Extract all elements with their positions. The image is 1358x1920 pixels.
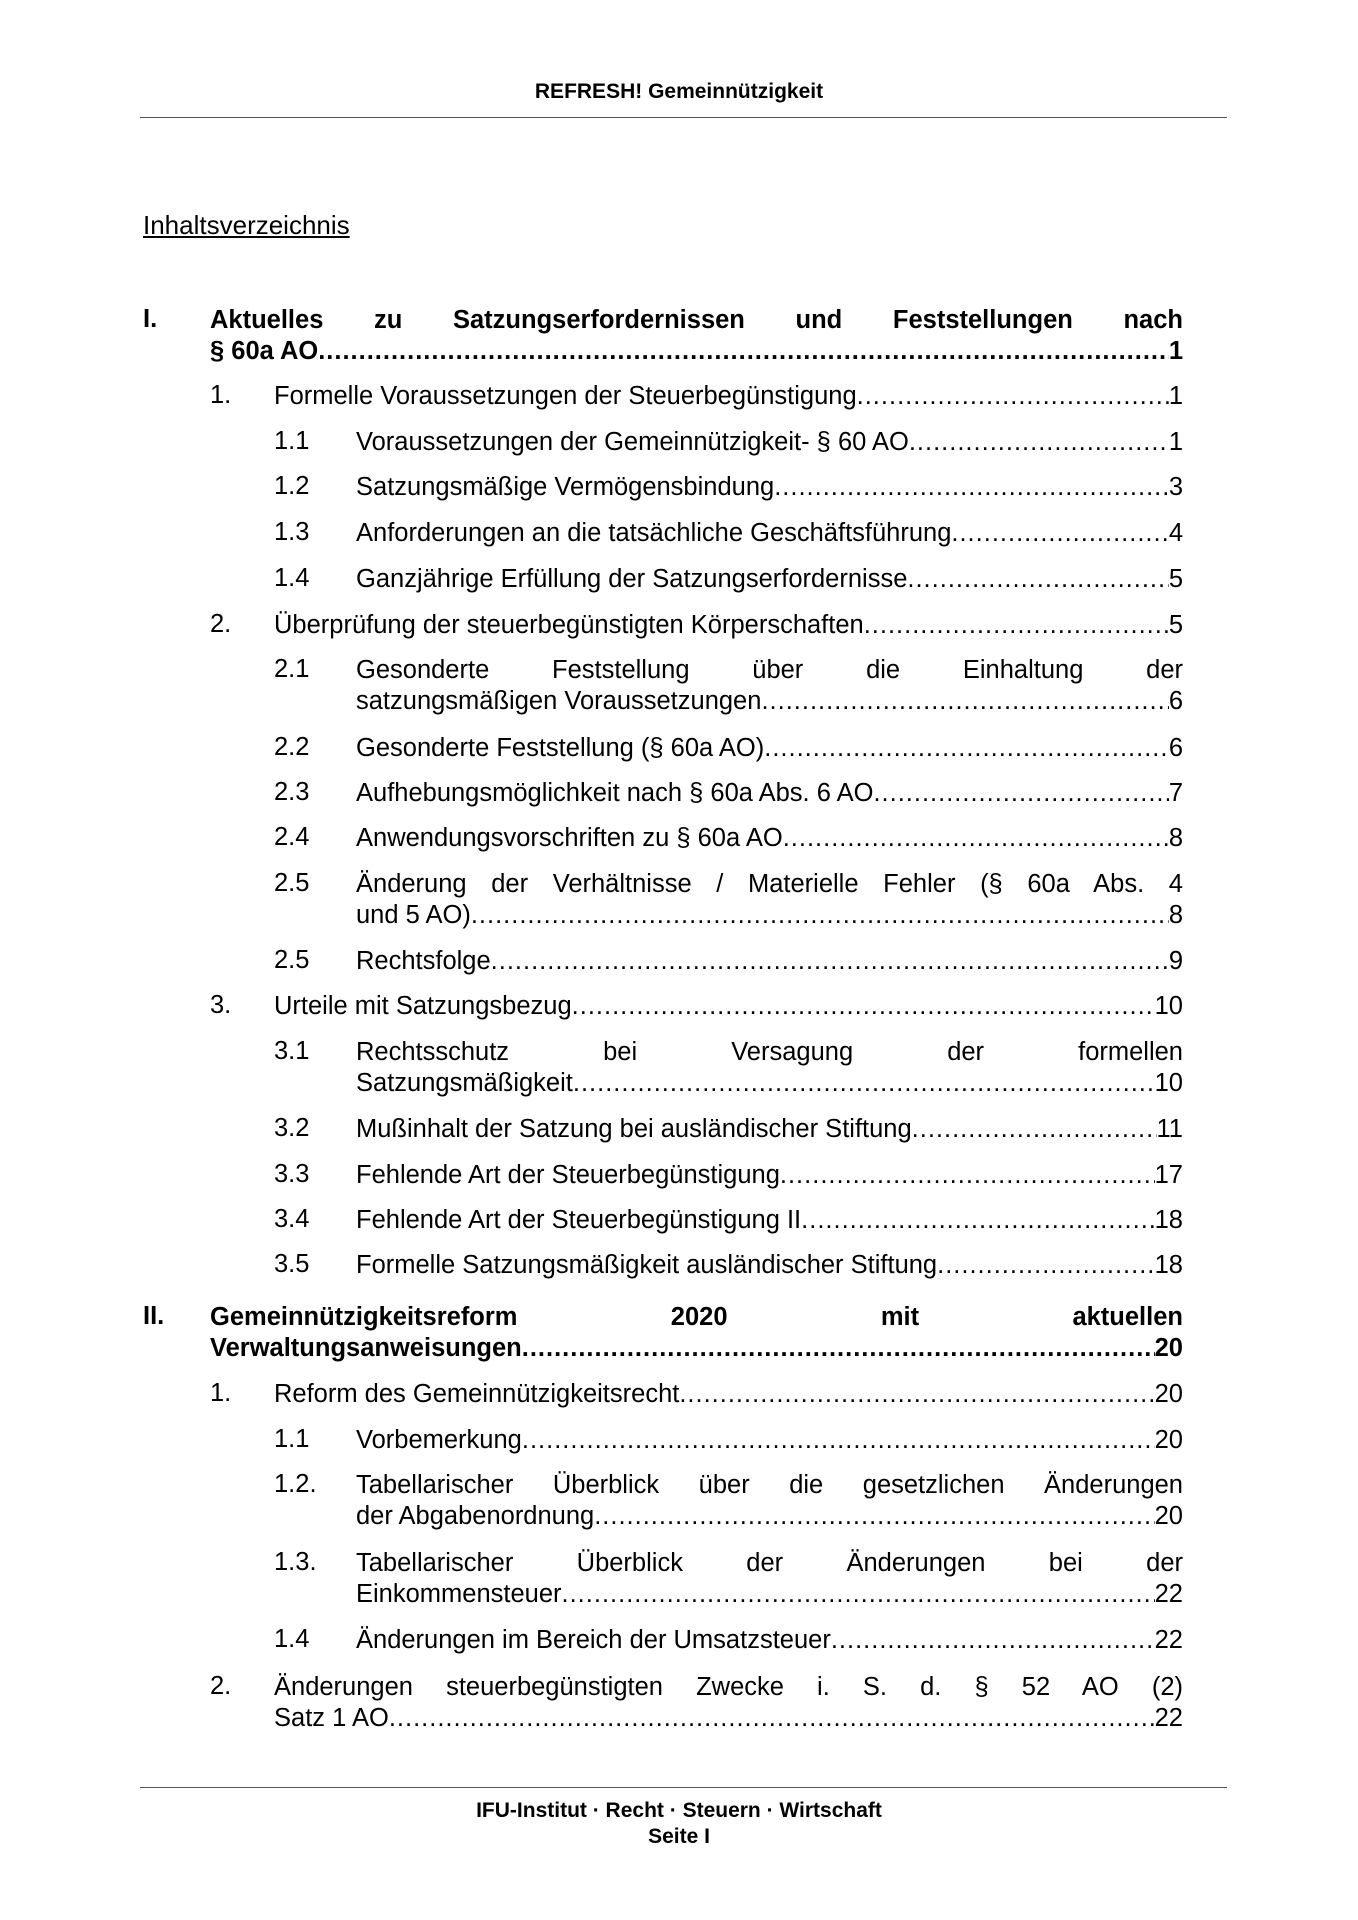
toc-entry-line: [356, 564, 1183, 595]
dot-leader: [562, 1579, 1155, 1610]
toc-entry-label: Vorbemerkung: [356, 1426, 522, 1454]
toc-entry-number: 1.1: [274, 427, 310, 455]
toc-page-number: 20: [1154, 1426, 1183, 1454]
toc-entry-number: 2.: [210, 1672, 232, 1700]
toc-entry-label: Ganzjährige Erfüllung der Satzungserfordernisse: [356, 565, 908, 593]
toc-entry-line: [356, 733, 1183, 764]
toc-entry-line: Tabellarischer Überblick über die gesetzlichen Änderungen: [356, 1471, 1183, 1499]
toc-entry-line: [356, 823, 1183, 854]
dot-leader: [491, 946, 1169, 977]
toc-entry-label: Anwendungsvorschriften zu § 60a AO: [356, 824, 783, 852]
toc-entry-title: [356, 472, 1183, 503]
toc-page-number: 20: [1154, 1334, 1183, 1362]
toc-entry-line: [356, 686, 1183, 717]
toc-entry-number: 2.5: [274, 869, 310, 897]
dot-leader: [774, 472, 1169, 503]
toc-entry-line: Änderung der Verhältnisse / Materielle Fehler (§ 60a Abs. 4: [356, 870, 1183, 898]
toc-entry-title: [210, 305, 1183, 367]
page-header-title: REFRESH! Gemeinnützigkeit: [534, 80, 824, 103]
toc-page-number: 1: [1168, 428, 1183, 456]
toc-entry-number: 1.1: [274, 1425, 310, 1453]
toc-entry-line: Tabellarischer Überblick der Änderungen bei der: [356, 1549, 1183, 1577]
toc-entry-title: [356, 946, 1183, 977]
toc-entry-number: 2.3: [274, 778, 310, 806]
toc-entry-number: 1.: [210, 381, 232, 409]
toc-entry-title: [274, 991, 1183, 1022]
toc-entry-label: Gesonderte Feststellung (§ 60a AO): [356, 734, 765, 762]
toc-entry-title: [356, 1114, 1183, 1145]
dot-leader: [951, 518, 1168, 549]
toc-entry-number: 2.: [210, 610, 232, 638]
toc-entry-label: Formelle Satzungsmäßigkeit ausländischer Stiftung: [356, 1251, 938, 1279]
toc-page-number: 20: [1154, 1380, 1183, 1408]
toc-page-number: 22: [1154, 1704, 1183, 1732]
dot-leader: [780, 1160, 1155, 1191]
toc-page-number: 8: [1168, 824, 1183, 852]
toc-entry-title: [274, 1672, 1183, 1734]
footer-rule: [140, 1787, 1227, 1788]
toc-entry-label: Anforderungen an die tatsächliche Geschäftsführung: [356, 519, 952, 547]
toc-entry-line: [274, 1703, 1183, 1734]
dot-leader: [573, 1068, 1155, 1099]
dot-leader: [864, 610, 1169, 641]
toc-entry-line: Gesonderte Feststellung über die Einhaltung der: [356, 656, 1183, 684]
toc-page-number: 20: [1154, 1502, 1183, 1530]
toc-entry-title: [356, 823, 1183, 854]
toc-entry-number: 2.1: [274, 655, 310, 683]
toc-entry-line: [356, 1160, 1183, 1191]
toc-entry-line: [356, 946, 1183, 977]
toc-entry-line: [274, 991, 1183, 1022]
dot-leader: [831, 1625, 1155, 1656]
toc-entry-line: [356, 1114, 1183, 1145]
dot-leader: [471, 900, 1169, 931]
toc-entry-number: 1.4: [274, 564, 310, 592]
toc-page-number: 18: [1154, 1251, 1183, 1279]
toc-page-number: 10: [1154, 1069, 1183, 1097]
toc-page-number: 3: [1168, 473, 1183, 501]
dot-leader: [679, 1379, 1154, 1410]
toc-entry-label: Satz 1 AO: [274, 1704, 389, 1732]
toc-entry-label: und 5 AO): [356, 901, 471, 929]
toc-entry-line: [210, 336, 1183, 367]
toc-page-number: 6: [1168, 687, 1183, 715]
toc-entry-title: [274, 1379, 1183, 1410]
toc-entry-label: Aufhebungsmöglichkeit nach § 60a Abs. 6 AO: [356, 779, 874, 807]
toc-page-number: 1: [1168, 382, 1183, 410]
toc-entry-label: Mußinhalt der Satzung bei ausländischer Stiftung: [356, 1115, 912, 1143]
toc-entry-title: [356, 1037, 1183, 1099]
dot-leader: [522, 1425, 1155, 1456]
toc-entry-title: [356, 1205, 1183, 1236]
toc-entry-number: 3.1: [274, 1037, 310, 1065]
toc-entry-label: Einkommensteuer: [356, 1580, 562, 1608]
toc-entry-title: [274, 381, 1183, 412]
page-footer: [0, 1798, 1358, 1850]
toc-entry-label: Änderungen im Bereich der Umsatzsteuer: [356, 1626, 831, 1654]
dot-leader: [801, 1205, 1154, 1236]
toc-entry-line: [356, 778, 1183, 809]
toc-page-number: 5: [1168, 565, 1183, 593]
toc-entry-title: [356, 1425, 1183, 1456]
dot-leader: [873, 778, 1168, 809]
toc-entry-number: 1.3.: [274, 1548, 317, 1576]
toc-entry-label: Voraussetzungen der Gemeinnützigkeit- § 60 AO: [356, 428, 909, 456]
toc-entry-line: [274, 1379, 1183, 1410]
dot-leader: [907, 564, 1168, 595]
dot-leader: [783, 823, 1169, 854]
toc-entry-title: [356, 733, 1183, 764]
toc-entry-label: Überprüfung der steuerbegünstigten Körperschaften: [274, 611, 864, 639]
toc-entry-title: [356, 655, 1183, 717]
toc-entry-label: Urteile mit Satzungsbezug: [274, 992, 572, 1020]
toc-entry-label: der Abgabenordnung: [356, 1502, 595, 1530]
toc-entry-line: [356, 1579, 1183, 1610]
dot-leader: [594, 1501, 1154, 1532]
toc-page-number: 22: [1154, 1626, 1183, 1654]
toc-entry-number: II.: [143, 1302, 165, 1330]
toc-page-number: 11: [1156, 1115, 1183, 1143]
toc-entry-title: [356, 427, 1183, 458]
toc-entry-title: [356, 778, 1183, 809]
toc-entry-number: 2.4: [274, 823, 310, 851]
toc-entry-line: [356, 1250, 1183, 1281]
toc-entry-title: [210, 1302, 1183, 1364]
toc-entry-title: [356, 1470, 1183, 1532]
toc-entry-line: Änderungen steuerbegünstigten Zwecke i. S. d. § 52 AO (2): [274, 1673, 1183, 1701]
footer-page-number: Seite I: [648, 1825, 710, 1848]
toc-entry-label: Fehlende Art der Steuerbegünstigung: [356, 1161, 780, 1189]
toc-entry-label: § 60a AO: [210, 337, 319, 365]
toc-entry-label: Satzungsmäßigkeit: [356, 1069, 573, 1097]
toc-entry-line: [356, 1068, 1183, 1099]
toc-entry-line: [274, 610, 1183, 641]
toc-entry-number: I.: [143, 305, 158, 333]
toc-entry-number: 3.3: [274, 1160, 310, 1188]
footer-institute: IFU-Institut · Recht · Steuern · Wirtschaft: [476, 1799, 882, 1822]
toc-entry-line: [274, 381, 1183, 412]
dot-leader: [572, 991, 1155, 1022]
toc-entry-line: Rechtsschutz bei Versagung der formellen: [356, 1038, 1183, 1066]
toc-entry-line: [356, 1625, 1183, 1656]
toc-entry-label: Rechtsfolge: [356, 947, 491, 975]
toc-entry-number: 1.3: [274, 518, 310, 546]
toc-page-number: 18: [1154, 1206, 1183, 1234]
toc-page-number: 7: [1168, 779, 1183, 807]
toc-heading: Inhaltsverzeichnis: [143, 210, 350, 240]
toc-entry-title: [356, 1250, 1183, 1281]
toc-entry-label: Fehlende Art der Steuerbegünstigung II: [356, 1206, 802, 1234]
toc-entry-title: [356, 564, 1183, 595]
toc-entry-line: [356, 1425, 1183, 1456]
toc-entry-title: [356, 1160, 1183, 1191]
dot-leader: [912, 1114, 1157, 1145]
toc-page-number: 9: [1168, 947, 1183, 975]
dot-leader: [937, 1250, 1155, 1281]
toc-entry-title: [356, 1625, 1183, 1656]
dot-leader: [857, 381, 1169, 412]
toc-entry-line: [356, 1501, 1183, 1532]
dot-leader: [522, 1333, 1155, 1364]
toc-entry-label: Reform des Gemeinnützigkeitsrecht: [274, 1380, 680, 1408]
toc-page-number: 1: [1168, 337, 1183, 365]
toc-entry-number: 2.2: [274, 733, 310, 761]
dot-leader: [318, 336, 1169, 367]
toc-entry-line: [356, 900, 1183, 931]
toc-entry-label: satzungsmäßigen Voraussetzungen: [356, 687, 762, 715]
toc-entry-title: [356, 1548, 1183, 1610]
dot-leader: [761, 686, 1168, 717]
toc-entry-line: [356, 427, 1183, 458]
toc-page-number: 8: [1168, 901, 1183, 929]
dot-leader: [909, 427, 1169, 458]
toc-entry-number: 3.: [210, 991, 232, 1019]
toc-entry-number: 3.4: [274, 1205, 310, 1233]
toc-entry-title: [356, 518, 1183, 549]
toc-entry-title: [274, 610, 1183, 641]
toc-page-number: 10: [1154, 992, 1183, 1020]
toc-entry-label: Verwaltungsanweisungen: [210, 1334, 522, 1362]
toc-page-number: 6: [1168, 734, 1183, 762]
toc-entry-number: 1.4: [274, 1625, 310, 1653]
toc-entry-line: [356, 472, 1183, 503]
toc-entry-number: 3.2: [274, 1114, 310, 1142]
toc-entry-line: [356, 1205, 1183, 1236]
toc-entry-label: Satzungsmäßige Vermögensbindung: [356, 473, 775, 501]
toc-entry-line: Aktuelles zu Satzungserfordernissen und Feststellungen nach: [210, 306, 1183, 334]
toc-entry-number: 1.2: [274, 472, 310, 500]
dot-leader: [764, 733, 1169, 764]
toc-entry-number: 3.5: [274, 1250, 310, 1278]
toc-entry-label: Formelle Voraussetzungen der Steuerbegünstigung: [274, 382, 857, 410]
toc-entry-number: 1.: [210, 1379, 232, 1407]
toc-entry-line: Gemeinnützigkeitsreform 2020 mit aktuellen: [210, 1303, 1183, 1331]
toc-page-number: 5: [1168, 611, 1183, 639]
toc-entry-line: [356, 518, 1183, 549]
toc-entry-line: [210, 1333, 1183, 1364]
toc-page-number: 4: [1168, 519, 1183, 547]
toc-entry-number: 2.5: [274, 946, 310, 974]
toc-page-number: 22: [1154, 1580, 1183, 1608]
toc-page-number: 17: [1154, 1161, 1183, 1189]
toc-entry-number: 1.2.: [274, 1470, 317, 1498]
toc-entry-title: [356, 869, 1183, 931]
dot-leader: [389, 1703, 1155, 1734]
